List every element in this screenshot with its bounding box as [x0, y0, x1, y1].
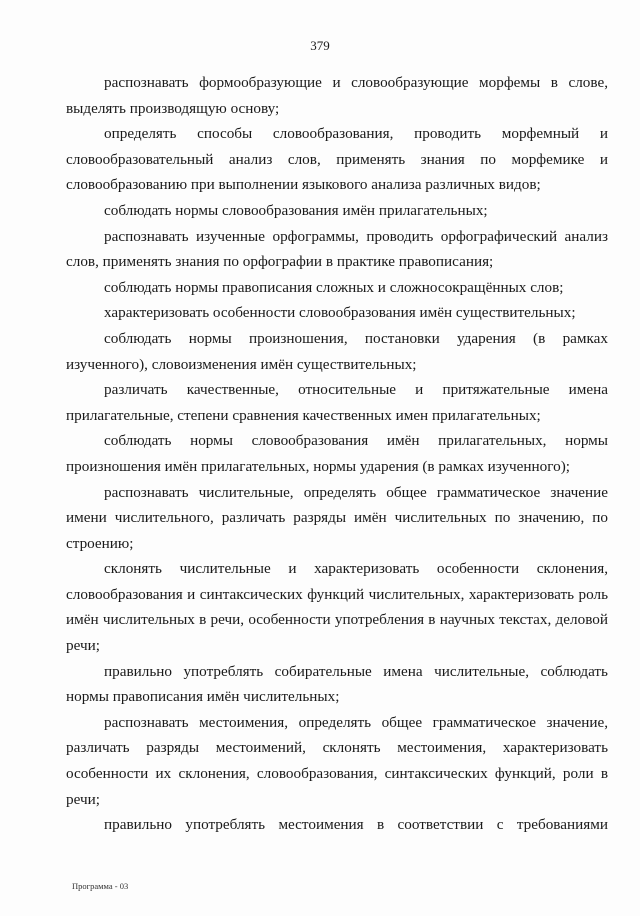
paragraph: распознавать формообразующие и словообразующие морфемы в слове, выделять производящую основу;: [66, 74, 608, 117]
body-text: [66, 70, 608, 838]
paragraph: правильно употреблять местоимения в соответствии с требованиями: [104, 816, 608, 834]
footer-label: Программа - 03: [72, 881, 129, 891]
paragraph: определять способы словообразования, проводить морфемный и словообразовательный анализ слов, применять знания по морфемике и словообразованию при выполнении языкового анализа различных видов;: [66, 125, 608, 194]
paragraph: распознавать местоимения, определять общее грамматическое значение, различать разряды местоимений, склонять местоимения, характеризовать особенности их склонения, словообразования, синтаксических функций, роли в речи;: [66, 713, 608, 808]
paragraph: соблюдать нормы правописания сложных и сложносокращённых слов;: [104, 278, 564, 296]
paragraph: характеризовать особенности словообразования имён существительных;: [104, 304, 576, 322]
paragraph: правильно употреблять собирательные имена числительные, соблюдать нормы правописания имён числительных;: [66, 662, 608, 706]
paragraph: соблюдать нормы произношения, постановки ударения (в рамках изученного), словоизменения имён существительных;: [66, 329, 608, 373]
page-number: 379: [310, 38, 330, 53]
paragraph: склонять числительные и характеризовать особенности склонения, словообразования и синтаксических функций числительных, характеризовать роль имён числительных в речи, особенности употребления в научных текстах, деловой речи;: [66, 560, 608, 655]
paragraph: соблюдать нормы словообразования имён прилагательных;: [104, 201, 488, 219]
paragraph: соблюдать нормы словообразования имён прилагательных, нормы произношения имён прилагательных, нормы ударения (в рамках изученного);: [66, 432, 608, 475]
paragraph: различать качественные, относительные и притяжательные имена прилагательные, степени сравнения качественных имен прилагательных;: [66, 381, 608, 424]
paragraph: распознавать числительные, определять общее грамматическое значение имени числительного, различать разряды имён числительных по значению, по строению;: [66, 483, 608, 552]
paragraph: распознавать изученные орфограммы, проводить орфографический анализ слов, применять знания по орфографии в практике правописания;: [66, 227, 608, 271]
